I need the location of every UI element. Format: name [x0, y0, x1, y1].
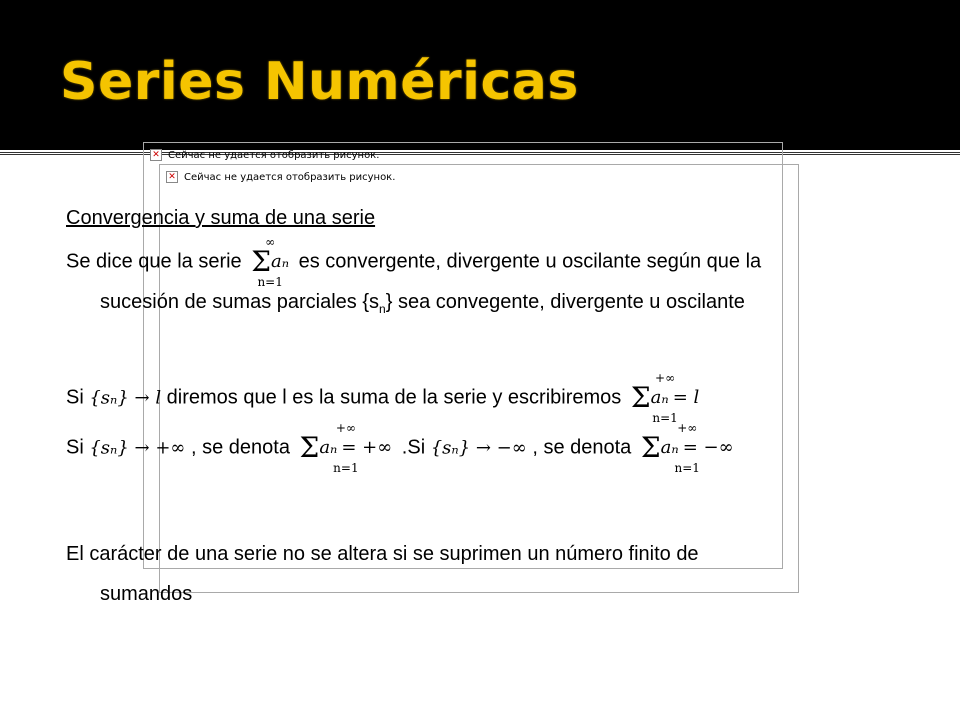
sn-arrow-l-formula: {sₙ} → l [89, 387, 162, 409]
paragraph-2: Si {sₙ} → l diremos que l es la suma de la serie y escribiremos +∞ Σ aₙ = l n=1 [66, 371, 700, 425]
placeholder-text: Сейчас не удается отобразить рисунок. [184, 171, 396, 183]
section-heading: Convergencia y suma de una serie [66, 207, 376, 229]
sn-arrow-pinf-formula: {sₙ} → +∞ [89, 437, 186, 459]
paragraph-4: El carácter de una serie no se altera si se suprimen un número finito de sumandos [66, 543, 699, 605]
sum-equals-minf-formula: +∞ Σ aₙ = −∞ n=1 [640, 421, 734, 475]
sum-equals-pinf-formula: +∞ Σ aₙ = +∞ n=1 [299, 421, 393, 475]
slide-title: Series Numéricas [60, 52, 579, 112]
broken-image-icon: ✕ [150, 149, 162, 161]
placeholder-text: Сейчас не удается отобразить рисунок. [168, 149, 380, 161]
paragraph-1: Se dice que la serie ∞ Σ aₙ n=1 es convergente, divergente u oscilante según que la sucesión de sumas parciales $\{s_n\}$ sea convegente, divergente u oscilante [66, 235, 762, 316]
paragraph-3: Si {sₙ} → +∞ , se denota +∞ Σ aₙ = +∞ n=1 .Si {sₙ} → −∞ , se denota +∞ Σ aₙ = −∞ n=1 [66, 421, 734, 475]
broken-image-icon: ✕ [166, 171, 178, 183]
title-bar [0, 0, 960, 150]
sum-formula: ∞ Σ aₙ n=1 [251, 235, 290, 289]
sn-arrow-minf-formula: {sₙ} → −∞ [430, 437, 527, 459]
sum-equals-l-formula: +∞ Σ aₙ = l n=1 [630, 371, 700, 425]
